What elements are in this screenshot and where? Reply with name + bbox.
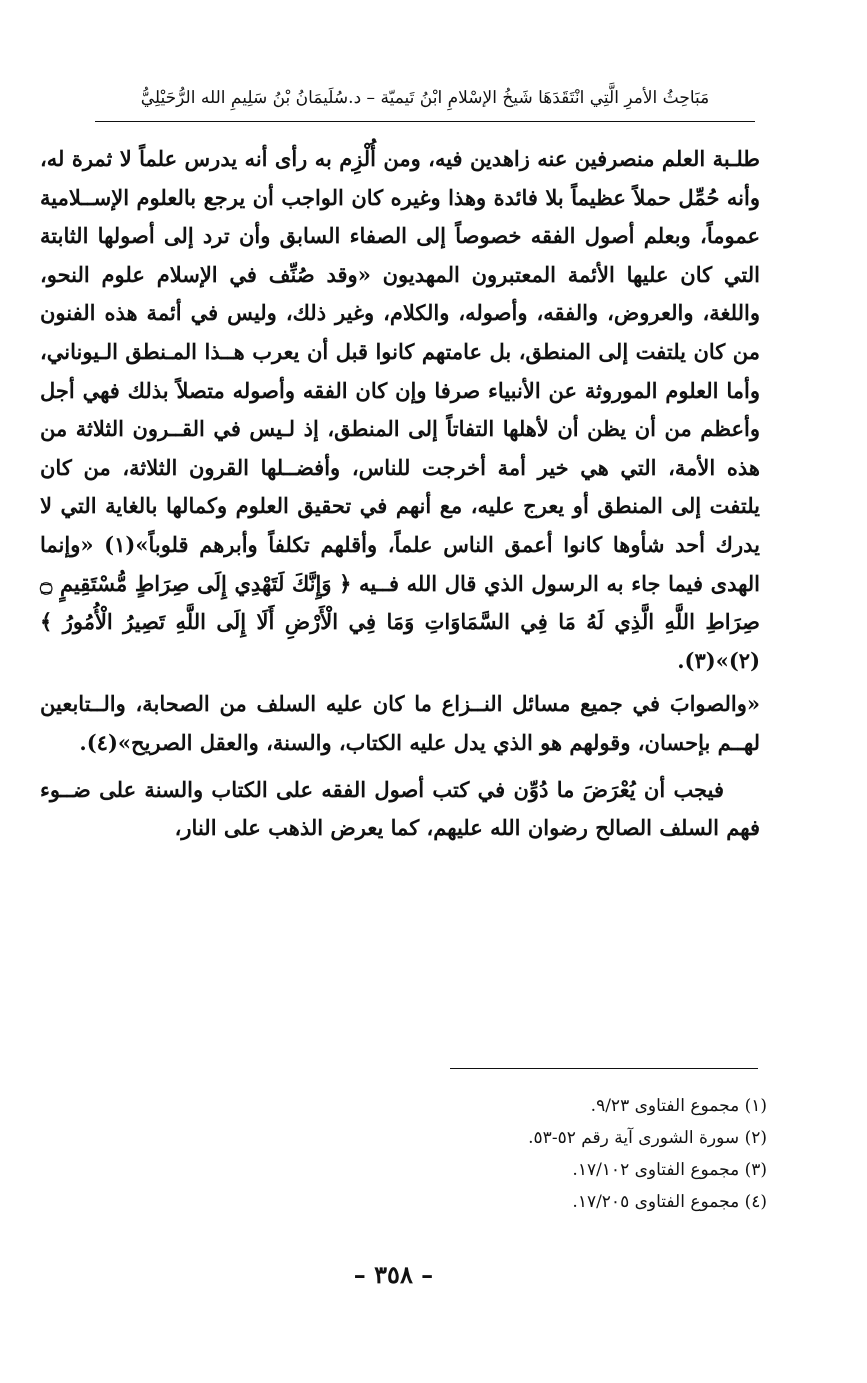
footnote-3: (٣) مجموع الفتاوى ١٧/١٠٢. xyxy=(572,1160,767,1180)
footnote-2: (٢) سورة الشورى آية رقم ٥٢-٥٣. xyxy=(528,1128,767,1148)
running-header: مَبَاحِثُ الأمرِ الَّتِي انْتَقَدَهَا شَيخُ الإسْلامِ ابْنُ تَيميّة – د.سُلَيمَانُ بْنُ سَلِيمِ الله الرُّحَيْلِيُّ xyxy=(140,88,710,108)
footnote-1: (١) مجموع الفتاوى ٩/٢٣. xyxy=(590,1096,767,1116)
footnote-divider xyxy=(450,1068,758,1069)
footnotes xyxy=(267,1090,767,1218)
header-divider xyxy=(95,121,755,122)
paragraph-3: فيجب أن يُعْرَضَ ما دُوِّن في كتب أصول الفقه على الكتاب والسنة على ضــوء فهم السلف الصالح رضوان الله عليهم، كما يعرض الذهب على النار، xyxy=(40,776,760,841)
paragraph-1: طلـبة العلم منصرفين عنه زاهدين فيه، ومن أُلْزِم به رأى أنه يدرس علماً لا ثمرة له، وأنه حُمِّل حملاً عظيماً بلا فائدة وهذا وغيره كان الواجب أن يرجع بالعلوم الإســلامية عموماً، وبعلم أصول الفقه خصوصاً إلى الصفاء السابق وأن ترد إلى أصولها الثابتة التي كان عليها الأئمة المعتبرون المهديون «وقد صُنِّف في الإسلام علوم النحو، واللغة، والعروض، والفقه، وأصوله، والكلام، وغير ذلك، وليس في أئمة هذه الفنون من كان يلتفت إلى المنطق، بل عامتهم كانوا قبل أن يعرب هــذا المـنطق الـيوناني، وأما العلوم الموروثة عن الأنبياء صرفا وإن كان الفقه وأصوله متصلاً بذلك فهي أجل وأعظم من أن يظن أن لأهلها التفاتاً إلى المنطق، إذ لـيس في القــرون الثلاثة من هذه الأمة، التي هي خير أمة أخرجت للناس، وأفضــلها القرون الثلاثة، من كان يلتفت إلى المنطق أو يعرج عليه، مع أنهم في تحقيق العلوم وكمالها بالغاية التي لا يدرك أحد شأوها كانوا أعمق الناس علماً، وأقلهم تكلفاً وأبرهم قلوباً»(١) «وإنما الهدى فيما جاء به الرسول الذي قال الله فــيه ﴿ وَإِنَّكَ لَتَهْدِي إِلَى صِرَاطٍ مُّسْتَقِيمٍ ۝ صِرَاطِ اللَّهِ الَّذِي لَهُ مَا فِي السَّمَاوَاتِ وَمَا فِي الْأَرْضِ أَلَا إِلَى اللَّهِ تَصِيرُ الْأُمُورُ ﴾ (٢)»(٣). xyxy=(40,146,760,673)
paragraph-2: «والصوابَ في جميع مسائل النــزاع ما كان عليه السلف من الصحابة، والــتابعين لهــم بإحسان، وقولهم هو الذي يدل عليه الكتاب، والسنة، والعقل الصريح»(٤). xyxy=(40,691,760,755)
footnote-4: (٤) مجموع الفتاوى ١٧/٢٠٥. xyxy=(572,1192,767,1212)
main-text xyxy=(40,140,760,848)
page-number: – ٣٥٨ – xyxy=(353,1260,434,1289)
